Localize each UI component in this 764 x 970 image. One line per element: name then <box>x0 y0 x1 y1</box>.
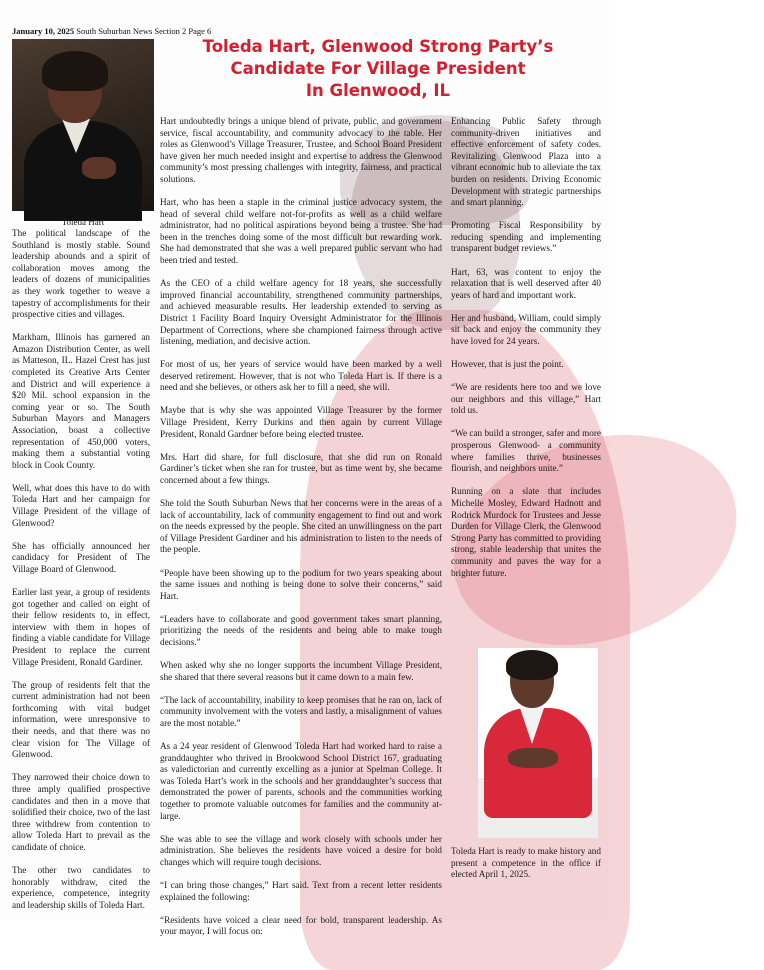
paragraph: “I can bring those changes,” Hart said. Text from a recent letter residents explained the following: <box>160 879 442 902</box>
paragraph: The political landscape of the Southland is mostly stable. Sound leadership abounds and a spirit of collaboration moves among the leaders of dozens of municipalities as they work together to weave a tapestry of accomplishments for their prospective cities and villages. <box>12 228 150 320</box>
headline <box>168 36 588 102</box>
paragraph: Earlier last year, a group of residents got together and called on eight of their fellow residents to, in effect, interview with them in hopes of finding a viable candidate for Village President to replace the current Village President, Ronald Gardiner. <box>12 587 150 667</box>
paragraph: Well, what does this have to do with Toleda Hart and her campaign for Village President of the village of Glenwood? <box>12 482 150 528</box>
paragraph: “The lack of accountability, inability to keep promises that he ran on, lack of community involvement with the voters and lastly, a misalignment of values are the most notable.” <box>160 694 442 728</box>
headline-line-2: Candidate For Village President <box>230 59 526 78</box>
paragraph: Hart undoubtedly brings a unique blend of private, public, and government service, fiscal accountability, and community advocacy to the table. Her roles as Glenwood’s Village Treasurer, Trustee, and School Board President have given her much needed insight and expertise to address the Glenwood community’s most pressing challenges with integrity, fairness, and practical solutions. <box>160 116 442 184</box>
paragraph: Maybe that is why she was appointed Village Treasurer by the former Village President, Kerry Durkins and then again by current Village President, Ronald Gardner before being elected trustee. <box>160 405 442 439</box>
section-info: South Suburban News Section 2 Page 6 <box>76 26 212 36</box>
masthead <box>12 26 211 36</box>
article-column-right <box>451 116 601 591</box>
paragraph: As the CEO of a child welfare agency for 18 years, she successfully improved financial accountability, strengthened community partnerships, and achieved measurable results. Her leadership extended to serving as District 1 Facility Board Inquiry Oversight Administrator for the Illinois Department of Corrections, where she championed fairness through active listening, mediation, and decisive action. <box>160 278 442 347</box>
paragraph: “We are residents here too and we love our neighbors and this village,” Hart told us. <box>451 382 601 416</box>
paragraph: Her and husband, William, could simply sit back and enjoy the community they have loved for 24 years. <box>451 312 601 346</box>
paragraph: Markham, Illinois has garnered an Amazon Distribution Center, as well as Matteson, IL. Hazel Crest has just completed its Creative Arts Center and District and will experience a $20 Mil. school expansion in the coming year or so. The South Suburban Mayors and Managers Association, boast a collective representation of 450,000 voters, making them a substantial voting block in Cook County. <box>12 332 150 470</box>
paragraph: Hart, 63, was content to enjoy the relaxation that is well deserved after 40 years of hard and important work. <box>451 266 601 300</box>
paragraph: “People have been showing up to the podium for two years speaking about the same issues and nothing is being done to solve their concerns,” said Hart. <box>160 567 442 601</box>
paragraph: However, that is just the point. <box>451 359 564 370</box>
paragraph: “Residents have voiced a clear need for bold, transparent leadership. As your mayor, I will focus on: <box>160 914 442 937</box>
portrait-photo-left <box>12 39 154 211</box>
photo-figure-hair <box>42 51 108 91</box>
paragraph: For most of us, her years of service would have been marked by a well deserved retirement. However, that is not who Toleda Hart is. If there is a need and she believes, or others ask her to fill a need, she will. <box>160 359 442 393</box>
paragraph: They narrowed their choice down to three amply qualified prospective candidates and then in a move that solidified their choice, two of the last three withdrew from contention to allow Toleda Hart to prevail as the candidate of choice. <box>12 772 150 852</box>
paragraph: Enhancing Public Safety through community-driven initiatives and effective enforcement of safety codes. Revitalizing Glenwood Plaza into a vibrant economic hub to alleviate the tax burden on residents. Driving Economic Development with strategic partnerships and smart planning. <box>451 116 602 208</box>
photo-figure-hands <box>508 748 558 768</box>
paragraph: When asked why she no longer supports the incumbent Village President, she shared that there several reasons but it came down to a main few. <box>160 660 442 682</box>
paragraph: She has officially announced her candidacy for President of The Village Board of Glenwood. <box>12 540 150 574</box>
paragraph: “Leaders have to collaborate and good government takes smart planning, prioritizing the needs of the residents and being able to make tough decisions.” <box>160 613 442 647</box>
photo-figure-hand <box>82 157 116 179</box>
photo-figure-hair <box>506 650 558 680</box>
photo-caption: Toleda Hart <box>61 217 105 227</box>
paragraph: She was able to see the village and work closely with schools under her administration. She believes the residents have voiced a desire for bold changes which will require tough decisions. <box>160 833 442 867</box>
paragraph: “We can build a stronger, safer and more prosperous Glenwood- a community where families thrive, businesses flourish, and neighbors unite.” <box>451 428 601 474</box>
closing-paragraph: Toleda Hart is ready to make history and present a competence in the office if elected April 1, 2025. <box>451 846 601 880</box>
headline-line-1: Toleda Hart, Glenwood Strong Party’s <box>202 37 554 56</box>
headline-line-3: In Glenwood, IL <box>305 81 451 100</box>
paragraph: She told the South Suburban News that her concerns were in the areas of a lack of accountability, lack of community engagement to find out and work on the needs expressed by the people. She cited an unwillingness on the part of Village President Gardiner and his administration to listen to the needs of the people. <box>160 498 442 555</box>
paragraph: As a 24 year resident of Glenwood Toleda Hart had worked hard to raise a granddaughter who thrived in Brookwood School District 167, graduating as valedictorian and currently excelling as a junior at Spelman College. It was Toleda Hart’s work in the schools and her granddaughter’s success that demonstrated the power of parents, schools and the communities working together to promote valuable outcomes for families and the community at-large. <box>160 741 442 821</box>
portrait-photo-right <box>478 648 598 838</box>
paragraph: Promoting Fiscal Responsibility by reducing spending and implementing transparent budget reviews.” <box>451 220 601 254</box>
issue-date: January 10, 2025 <box>12 26 75 36</box>
paragraph: The group of residents felt that the current administration had not been forthcoming with vital budget information, were unresponsive to their needs, and that there was no clear vision for The Village of Glenwood. <box>12 679 150 760</box>
article-column-middle <box>160 116 442 949</box>
paragraph: Mrs. Hart did share, for full disclosure, that she did run on Ronald Gardiner’s ticket when she ran for trustee, but as time went by, she became concerned about a few things. <box>160 451 442 485</box>
article-column-left <box>12 228 150 923</box>
paragraph: Hart, who has been a staple in the criminal justice advocacy system, the head of several child welfare not-for-profits as well as a child welfare administrator, had no political aspirations beyond being a trustee. She had been in the trenches doing some of the most difficult but rewarding work. She had demonstrated that she was a well prepared public servant who had been tried and tested. <box>160 197 442 266</box>
paragraph: Running on a slate that includes Michelle Mosley, Edward Hadnott and Rodrick Murdock for Trustees and Jesse Durden for Village Clerk, the Glenwood Strong Party has committed to providing strong, stable leadership that unites the community and paves the way for a brighter future. <box>451 486 601 578</box>
paragraph: The other two candidates to honorably withdraw, cited the experience, competence, integrity and leadership skills of Toleda Hart. <box>12 865 150 910</box>
